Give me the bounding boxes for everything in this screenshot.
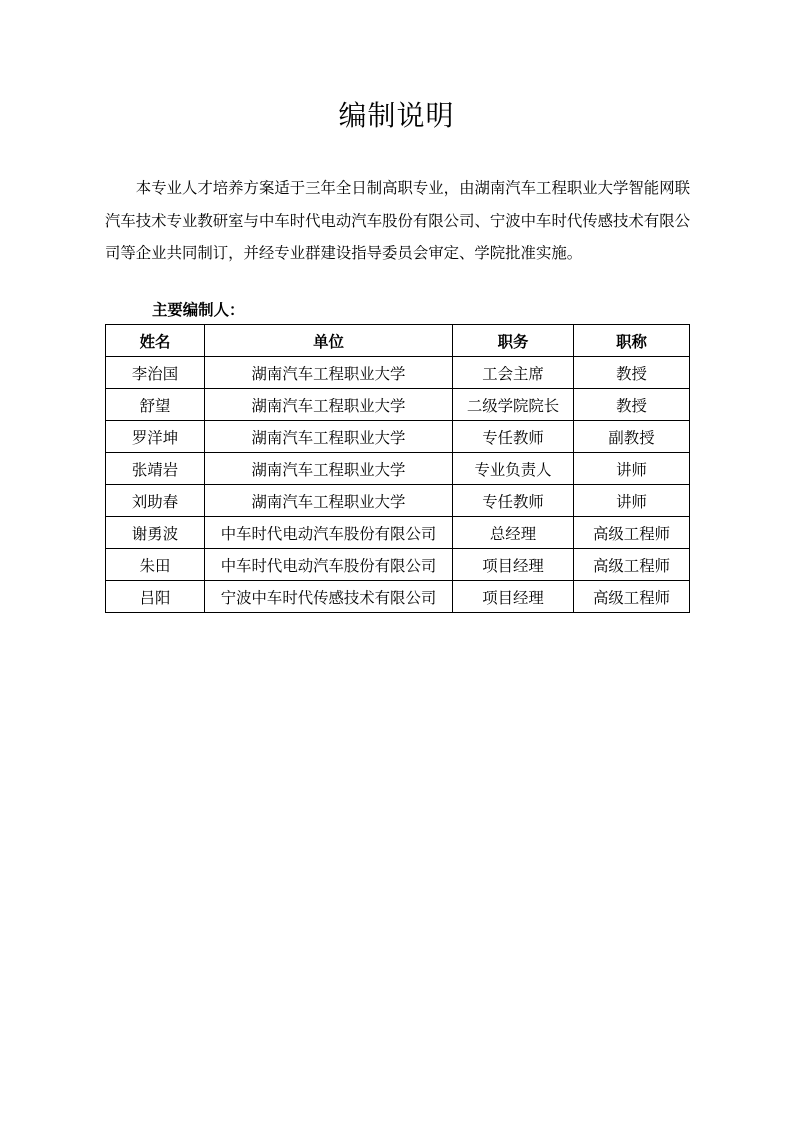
table-row: [106, 453, 690, 485]
header-duty: 职务: [453, 325, 574, 357]
cell-name: 张靖岩: [106, 453, 205, 485]
cell-unit: 湖南汽车工程职业大学: [205, 389, 453, 421]
table-row: [106, 549, 690, 581]
cell-unit: 湖南汽车工程职业大学: [205, 421, 453, 453]
cell-unit: 中车时代电动汽车股份有限公司: [205, 517, 453, 549]
cell-name: 谢勇波: [106, 517, 205, 549]
cell-name: 罗洋坤: [106, 421, 205, 453]
cell-title: 高级工程师: [574, 517, 690, 549]
cell-duty: 二级学院院长: [453, 389, 574, 421]
cell-title: 讲师: [574, 453, 690, 485]
cell-unit: 湖南汽车工程职业大学: [205, 485, 453, 517]
intro-paragraph: 本专业人才培养方案适于三年全日制高职专业，由湖南汽车工程职业大学智能网联汽车技术专业教研室与中车时代电动汽车股份有限公司、宁波中车时代传感技术有限公司等企业共同制订，并经专业群建设指导委员会审定、学院批准实施。: [105, 179, 690, 262]
cell-name: 李治国: [106, 357, 205, 389]
page-title: 编制说明: [338, 99, 455, 132]
cell-duty: 项目经理: [453, 549, 574, 581]
table-row: [106, 581, 690, 613]
header-unit: 单位: [205, 325, 453, 357]
cell-duty: 项目经理: [453, 581, 574, 613]
header-title: 职称: [574, 325, 690, 357]
authors-table: [105, 324, 690, 613]
cell-duty: 总经理: [453, 517, 574, 549]
cell-name: 舒望: [106, 389, 205, 421]
cell-title: 教授: [574, 389, 690, 421]
cell-unit: 宁波中车时代传感技术有限公司: [205, 581, 453, 613]
cell-title: 高级工程师: [574, 581, 690, 613]
cell-duty: 专任教师: [453, 485, 574, 517]
cell-name: 刘助春: [106, 485, 205, 517]
table-row: [106, 421, 690, 453]
cell-title: 讲师: [574, 485, 690, 517]
cell-unit: 湖南汽车工程职业大学: [205, 453, 453, 485]
header-name: 姓名: [106, 325, 205, 357]
cell-title: 教授: [574, 357, 690, 389]
table-header-row: [106, 325, 690, 357]
cell-duty: 专业负责人: [453, 453, 574, 485]
cell-unit: 湖南汽车工程职业大学: [205, 357, 453, 389]
authors-heading: 主要编制人：: [152, 301, 245, 319]
cell-unit: 中车时代电动汽车股份有限公司: [205, 549, 453, 581]
table-row: [106, 357, 690, 389]
table-row: [106, 485, 690, 517]
cell-duty: 工会主席: [453, 357, 574, 389]
cell-title: 高级工程师: [574, 549, 690, 581]
cell-title: 副教授: [574, 421, 690, 453]
cell-name: 朱田: [106, 549, 205, 581]
table-row: [106, 517, 690, 549]
cell-name: 吕阳: [106, 581, 205, 613]
table-row: [106, 389, 690, 421]
cell-duty: 专任教师: [453, 421, 574, 453]
